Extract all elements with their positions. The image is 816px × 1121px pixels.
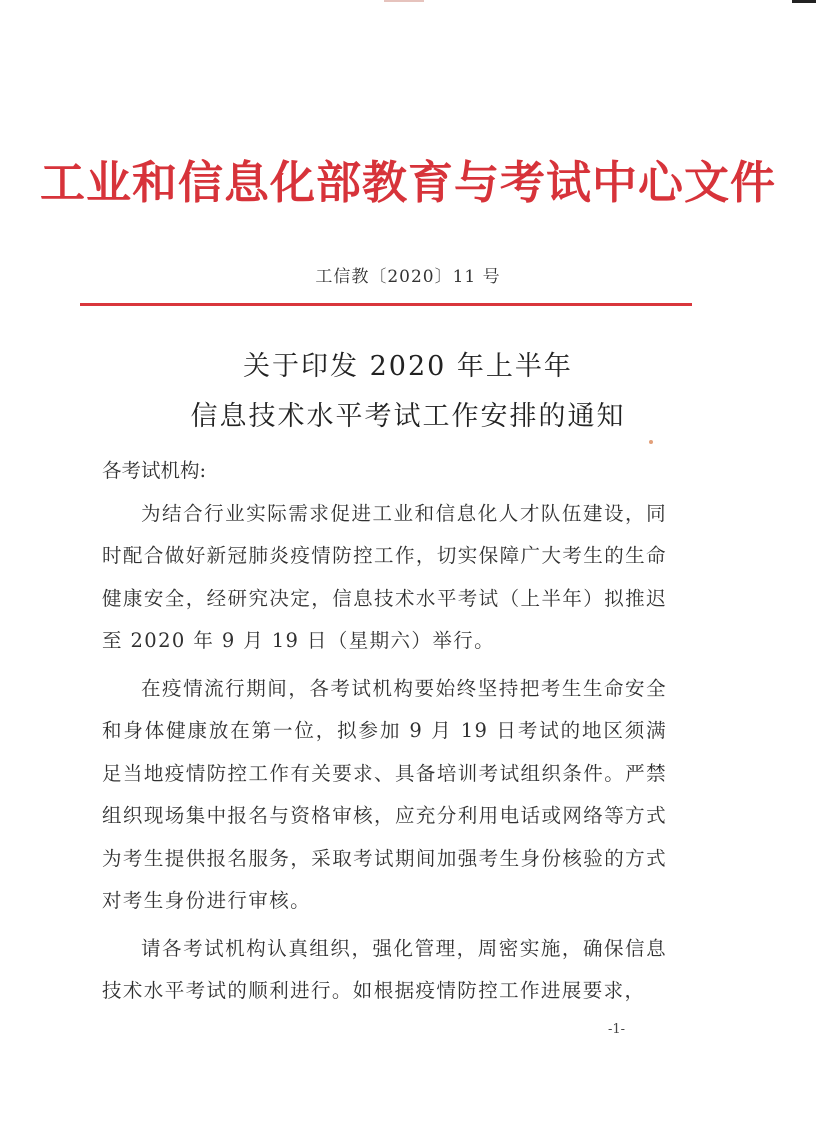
notice-title-line-1: 关于印发 2020 年上半年	[243, 351, 573, 382]
scan-speck	[649, 440, 653, 444]
document-header-title: 工业和信息化部教育与考试中心文件	[39, 156, 776, 209]
document-body	[102, 450, 667, 1018]
red-divider-line	[80, 303, 692, 306]
document-number: 工信教〔2020〕11 号	[315, 267, 501, 287]
paragraph-3: 请各考试机构认真组织，强化管理，周密实施，确保信息技术水平考试的顺利进行。如根据疫情防控工作进展要求，	[102, 936, 667, 1002]
scan-artifact-top	[384, 0, 424, 2]
salutation: 各考试机构:	[102, 459, 207, 482]
notice-title-line-2: 信息技术水平考试工作安排的通知	[190, 401, 626, 432]
page-number: -1-	[608, 1022, 626, 1037]
scan-corner-mark	[792, 0, 816, 3]
paragraph-1: 为结合行业实际需求促进工业和信息化人才队伍建设，同时配合做好新冠肺炎疫情防控工作，切实保障广大考生的生命健康安全，经研究决定，信息技术水平考试（上半年）拟推迟至 2020 年 9 月 19 日（星期六）举行。	[102, 501, 667, 652]
paragraph-2: 在疫情流行期间，各考试机构要始终坚持把考生生命安全和身体健康放在第一位，拟参加 9 月 19 日考试的地区须满足当地疫情防控工作有关要求、具备培训考试组织条件。严禁组织现场集中报名与资格审核，应充分利用电话或网络等方式为考生提供报名服务，采取考试期间加强考生身份核验的方式对考生身份进行审核。	[102, 676, 667, 912]
